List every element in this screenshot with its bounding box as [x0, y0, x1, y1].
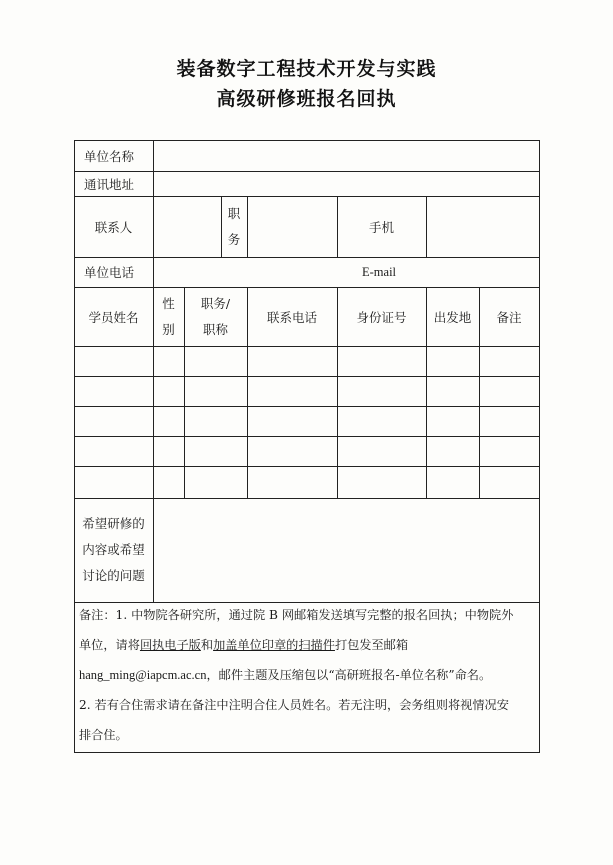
column-gender: 性 别 — [162, 296, 175, 337]
notes-section — [79, 600, 537, 750]
position-label: 职 务 — [227, 206, 241, 247]
column-id-number: 身份证号 — [356, 309, 407, 325]
unit-phone-label: 单位电话 — [84, 265, 135, 280]
address-label: 通讯地址 — [84, 176, 135, 192]
document-title-line1: 装备数字工程技术开发与实践 — [176, 58, 437, 80]
column-student-name: 学员姓名 — [88, 309, 139, 325]
notes-line-1: 备注：1. 中物院各研究所，通过院 B 网邮箱发送填写完整的报名回执；中物院外 — [79, 608, 514, 622]
column-title: 职务/ 职称 — [200, 296, 231, 337]
column-remarks: 备注 — [496, 309, 522, 325]
column-phone: 联系电话 — [266, 309, 317, 325]
document-title-line2: 高级研修班报名回执 — [216, 88, 397, 110]
underlined-stamped-scan: 加盖单位印章的扫描件 — [213, 638, 335, 652]
contact-email: hang_ming@iapcm.ac.cn — [79, 668, 207, 682]
notes-line-2: 单位，请将回执电子版和加盖单位印章的扫描件打包发至邮箱 — [79, 638, 409, 652]
column-departure: 出发地 — [433, 309, 472, 325]
notes-line-4: 2. 若有合住需求请在备注中注明合住人员姓名。若无注明，会务组则将视情况安 — [79, 698, 509, 712]
email-label: E-mail — [362, 264, 397, 279]
underlined-electronic-version: 回执电子版 — [139, 638, 201, 652]
notes-line-5: 排合住。 — [79, 728, 128, 742]
hope-topics-label: 希望研修的 内容或希望 讨论的问题 — [82, 516, 145, 583]
unit-name-label: 单位名称 — [84, 148, 135, 164]
contact-person-label: 联系人 — [94, 219, 133, 235]
notes-line-3: hang_ming@iapcm.ac.cn，邮件主题及压缩包以“高研班报名-单位名称”命名。 — [79, 668, 492, 682]
mobile-label: 手机 — [368, 219, 394, 235]
